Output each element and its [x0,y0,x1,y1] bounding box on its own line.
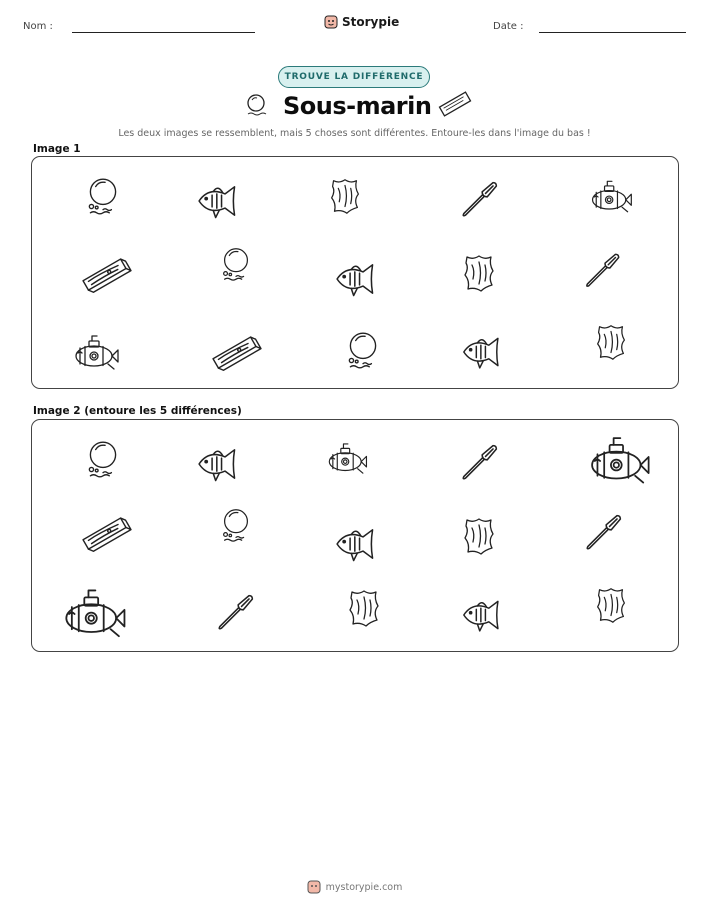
image2-fish-icon[interactable] [457,590,507,640]
image1-oar-icon [576,247,626,297]
image2-bubble-icon[interactable] [217,506,255,544]
image2-seaweed-leaf-icon[interactable] [342,586,386,630]
fish-icon [457,590,507,640]
image2-fish-icon[interactable] [192,438,244,490]
title-plank-icon [438,92,472,116]
brand-name: Storypie [342,15,400,29]
title-bubble-icon [246,94,266,118]
oar-icon [576,247,626,297]
image1-label: Image 1 [33,143,81,155]
footer-site: mystorypie.com [325,881,403,893]
seaweed-leaf-icon [457,251,501,295]
image1-bubble-icon [342,329,384,371]
seaweed-leaf-icon [590,321,632,363]
image1-panel [31,156,679,389]
submarine-icon [584,426,654,496]
image2-bubble-icon[interactable] [82,438,124,480]
date-label: Date : [493,21,524,32]
image1-fish-icon [457,327,507,377]
image2-panel[interactable] [31,419,679,652]
image1-bubble-icon [82,175,124,217]
seaweed-leaf-icon [342,586,386,630]
image2-seaweed-leaf-icon[interactable] [590,584,632,626]
image1-wood-plank-icon [80,249,132,301]
wood-plank-icon [210,327,262,379]
oar-icon [452,175,504,227]
seaweed-leaf-icon [457,514,501,558]
date-field-line[interactable] [539,32,686,33]
image2-fish-icon[interactable] [330,518,382,570]
submarine-icon [58,578,130,650]
image2-wood-plank-icon[interactable] [80,508,132,560]
image1-wood-plank-icon [210,327,262,379]
image2-seaweed-leaf-icon[interactable] [457,514,501,558]
submarine-icon [324,436,370,482]
image1-seaweed-leaf-icon [590,321,632,363]
image1-bubble-icon [217,245,255,283]
seaweed-leaf-icon [590,584,632,626]
image1-fish-icon [330,253,382,305]
oar-icon [452,438,504,490]
name-label: Nom : [23,21,53,32]
fish-icon [192,175,244,227]
fish-icon [457,327,507,377]
bubble-icon [217,245,255,283]
image1-seaweed-leaf-icon [324,175,366,217]
submarine-icon [70,327,122,379]
submarine-icon [587,173,635,221]
storypie-mascot-icon [324,15,338,29]
fish-icon [330,518,382,570]
image2-submarine-icon[interactable] [584,426,654,496]
bubble-icon [217,506,255,544]
image2-oar-icon[interactable] [452,438,504,490]
image2-label: Image 2 (entoure les 5 différences) [33,405,242,417]
name-field-line[interactable] [72,32,255,33]
seaweed-leaf-icon [324,175,366,217]
wood-plank-icon [80,508,132,560]
oar-icon [576,508,628,560]
storypie-logo [324,15,399,29]
activity-badge: TROUVE LA DIFFÉRENCE [278,66,430,88]
fish-icon [330,253,382,305]
bubble-icon [82,175,124,217]
image1-submarine-icon [587,173,635,221]
image1-seaweed-leaf-icon [457,251,501,295]
instructions: Les deux images se ressemblent, mais 5 choses sont différentes. Entoure-les dans l'image du bas ! [118,128,591,139]
wood-plank-icon [80,249,132,301]
image1-oar-icon [452,175,504,227]
oar-icon [208,588,260,640]
footer [0,880,709,894]
bubble-icon [342,329,384,371]
page-title: Sous-marin [283,92,432,120]
image2-submarine-icon[interactable] [58,578,130,650]
image2-oar-icon[interactable] [576,508,628,560]
storypie-mascot-icon [307,880,321,894]
image2-submarine-icon[interactable] [324,436,370,482]
bubble-icon [82,438,124,480]
fish-icon [192,438,244,490]
image2-oar-icon[interactable] [208,588,260,640]
image1-submarine-icon [70,327,122,379]
image1-fish-icon [192,175,244,227]
